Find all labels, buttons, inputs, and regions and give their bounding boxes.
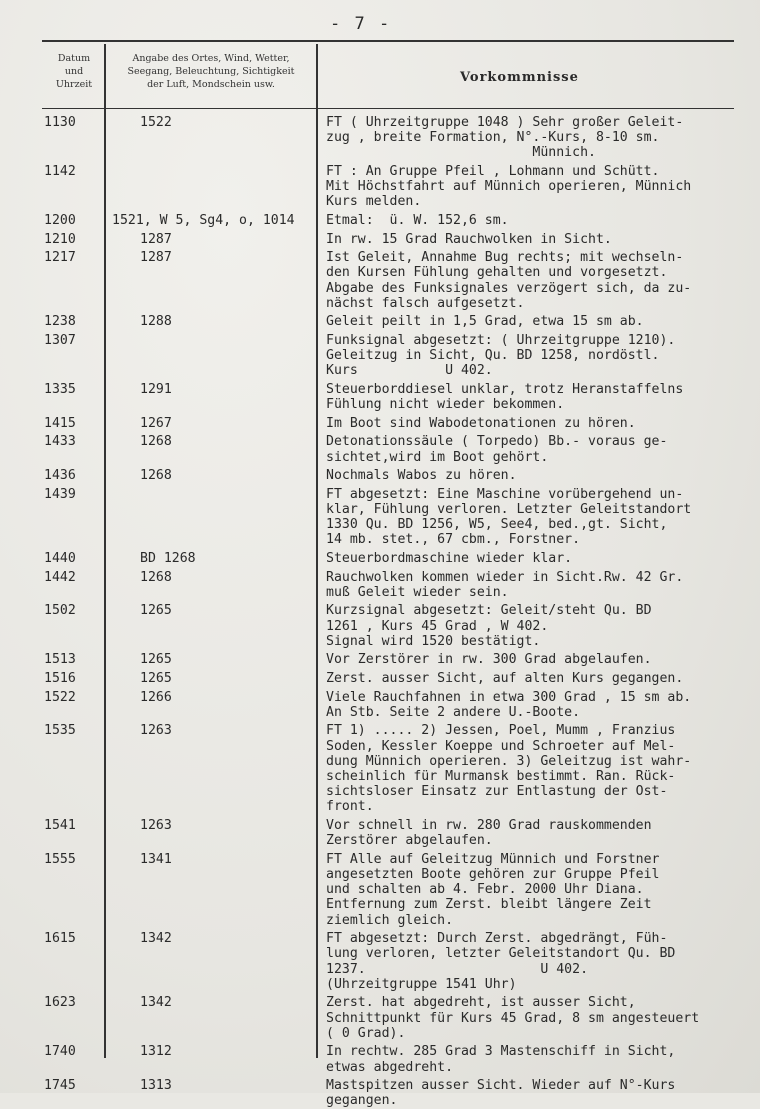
entry-text — [326, 1044, 760, 1074]
entry-text — [326, 232, 760, 247]
entry-text — [326, 333, 760, 379]
entry-text — [326, 382, 760, 412]
entry-time: 1433 — [44, 434, 76, 450]
entry-text — [326, 314, 760, 329]
entry-time: 1439 — [44, 486, 76, 502]
entry-text — [326, 931, 760, 992]
entry-text-line: ( 0 Grad). — [326, 1025, 406, 1041]
entry-text-line: Signal wird 1520 bestätigt. — [326, 633, 541, 649]
entry-text-line: Detonationssäule ( Torpedo) Bb.- voraus ge- — [326, 434, 668, 450]
entry-time: 1130 — [44, 115, 76, 130]
entry-time: 1513 — [44, 652, 76, 668]
entry-text — [326, 1078, 760, 1108]
entry-time: 1522 — [44, 689, 76, 705]
entry-text — [326, 164, 760, 210]
header-rule — [42, 108, 734, 109]
entry-text — [326, 852, 760, 928]
entry-place: 1521, W 5, Sg4, o, 1014 — [112, 213, 295, 228]
entry-text-line: nächst falsch aufgesetzt. — [326, 295, 525, 311]
entry-text-line: 1261 , Kurs 45 Grad , W 402. — [326, 618, 549, 634]
entry-text — [326, 468, 760, 483]
entry-text-line: Ist Geleit, Annahme Bug rechts; mit wechseln- — [326, 250, 684, 266]
entry-text-line: (Uhrzeitgruppe 1541 Uhr) — [326, 976, 517, 992]
header-place-line: Angabe des Ortes, Wind, Wetter, — [132, 53, 290, 64]
entry-text-line: den Kursen Fühlung gehalten und vorgesetzt. — [326, 265, 668, 281]
entry-place: 1287 — [140, 231, 172, 247]
entry-place: 1266 — [140, 689, 172, 705]
top-rule — [42, 40, 734, 42]
header-place-line: Seegang, Beleuchtung, Sichtigkeit — [127, 66, 295, 77]
header-time-line: und — [64, 66, 84, 77]
entry-text — [326, 671, 760, 686]
entry-text — [326, 434, 760, 464]
entry-text-line: etwas abgedreht. — [326, 1059, 454, 1075]
entry-place: 1265 — [140, 652, 172, 668]
entry-place: 1265 — [140, 671, 172, 686]
entry-text — [326, 487, 760, 548]
entry-time: 1436 — [44, 468, 76, 484]
header-place-line: der Luft, Mondschein usw. — [147, 79, 275, 90]
entry-text-line: FT ( Uhrzeitgruppe 1048 ) Sehr großer Geleit- — [326, 115, 684, 130]
entry-text-line: gegangen. — [326, 1093, 398, 1109]
entry-place: 1291 — [140, 382, 172, 397]
entry-text-line: Rauchwolken kommen wieder in Sicht.Rw. 42 Gr. — [326, 569, 684, 585]
entry-text-line: Viele Rauchfahnen in etwa 300 Grad , 15 sm ab. — [326, 689, 692, 705]
entry-text — [326, 115, 760, 161]
entry-text-line: Kurs melden. — [326, 194, 422, 210]
entry-text-line: Steuerborddiesel unklar, trotz Heranstaffelns — [326, 382, 684, 397]
entry-text-line: An Stb. Seite 2 andere U.-Boote. — [326, 704, 581, 720]
entry-place: 1268 — [140, 468, 172, 484]
entry-place: 1265 — [140, 603, 172, 619]
entry-place: 1312 — [140, 1044, 172, 1060]
entry-text-line: In rechtw. 285 Grad 3 Mastenschiff in Sicht, — [326, 1044, 676, 1060]
entry-text-line: Schnittpunkt für Kurs 45 Grad, 8 sm angesteuert — [326, 1010, 700, 1026]
entry-place: 1263 — [140, 723, 172, 739]
entry-text-line: lung verloren, letzter Geleitstandort Qu. BD — [326, 946, 676, 962]
entry-text-line: Zerstörer abgelaufen. — [326, 833, 493, 849]
entry-text-line: Münnich. — [326, 145, 596, 161]
entry-time: 1541 — [44, 818, 76, 833]
entry-text-line: scheinlich für Murmansk bestimmt. Ran. Rück- — [326, 769, 676, 784]
entry-time: 1442 — [44, 569, 76, 585]
entry-text — [326, 723, 760, 814]
entry-place: 1287 — [140, 250, 172, 266]
entry-text-line: Mastspitzen ausser Sicht. Wieder auf N°-Kurs — [326, 1078, 676, 1094]
entry-text-line: FT abgesetzt: Eine Maschine vorübergehend un- — [326, 486, 684, 502]
entry-text-line: Vor Zerstörer in rw. 300 Grad abgelaufen. — [326, 652, 652, 668]
entry-text-line: angesetzten Boote gehören zur Gruppe Pfeil — [326, 867, 660, 882]
entry-text-line: Kurzsignal abgesetzt: Geleit/steht Qu. BD — [326, 603, 652, 619]
entry-place: 1268 — [140, 569, 172, 585]
entry-text — [326, 652, 760, 667]
entry-text-line: FT : An Gruppe Pfeil , Lohmann und Schütt. — [326, 164, 660, 179]
entry-time: 1335 — [44, 382, 76, 397]
entry-text-line: sichtet,wird im Boot gehört. — [326, 449, 549, 465]
entry-place: BD 1268 — [140, 551, 196, 566]
entry-place: 1342 — [140, 931, 172, 947]
entry-text-line: Fühlung nicht wieder bekommen. — [326, 397, 565, 413]
entry-text — [326, 690, 760, 720]
entry-text-line: Soden, Kessler Koeppe und Schroeter auf Mel- — [326, 738, 676, 754]
entry-text-line: 1330 Qu. BD 1256, W5, See4, bed.,gt. Sicht, — [326, 517, 668, 533]
header-time-line: Uhrzeit — [55, 79, 93, 90]
entry-time: 1307 — [44, 333, 76, 348]
entry-time: 1535 — [44, 723, 76, 739]
entry-text-line: Zerst. ausser Sicht, auf alten Kurs gegangen. — [326, 671, 684, 686]
entry-text-line: Etmal: ü. W. 152,6 sm. — [326, 213, 509, 228]
entry-text — [326, 603, 760, 649]
entry-text-line: Zerst. hat abgedreht, ist ausser Sicht, — [326, 995, 636, 1011]
entry-text-line: Kurs U 402. — [326, 363, 493, 379]
entry-time: 1740 — [44, 1044, 76, 1060]
entry-time: 1623 — [44, 995, 76, 1011]
entry-place: 1288 — [140, 314, 172, 330]
entry-text-line: Funksignal abgesetzt: ( Uhrzeitgruppe 1210). — [326, 333, 676, 348]
entry-text-line: zug , breite Formation, N°.-Kurs, 8-10 sm. — [326, 130, 660, 146]
header-time — [44, 52, 104, 91]
entry-place: 1522 — [140, 115, 172, 130]
entry-text — [326, 213, 760, 228]
entry-text-line: Nochmals Wabos zu hören. — [326, 468, 517, 484]
entry-text — [326, 570, 760, 600]
entry-time: 1415 — [44, 415, 76, 431]
entry-text-line: 1237. U 402. — [326, 961, 589, 977]
entry-place: 1342 — [140, 995, 172, 1011]
entry-time: 1238 — [44, 314, 76, 330]
entry-place: 1268 — [140, 434, 172, 450]
entry-text-line: 14 mb. stet., 67 cbm., Forstner. — [326, 532, 581, 548]
entry-time: 1210 — [44, 231, 76, 247]
entry-text-line: FT abgesetzt: Durch Zerst. abgedrängt, Füh- — [326, 931, 668, 947]
entry-text-line: Vor schnell in rw. 280 Grad rauskommenden — [326, 818, 652, 833]
header-time-line: Datum — [57, 53, 91, 64]
entry-text — [326, 416, 760, 431]
entry-time: 1615 — [44, 931, 76, 947]
entry-text-line: Im Boot sind Wabodetonationen zu hören. — [326, 415, 636, 431]
entry-text — [326, 250, 760, 311]
entry-time: 1745 — [44, 1078, 76, 1094]
column-divider-1 — [104, 44, 106, 1058]
entry-text-line: FT Alle auf Geleitzug Münnich und Forstner — [326, 851, 660, 867]
entry-place: 1263 — [140, 818, 172, 833]
entry-place: 1313 — [140, 1078, 172, 1094]
entry-text-line: Steuerbordmaschine wieder klar. — [326, 551, 573, 566]
entry-time: 1502 — [44, 603, 76, 619]
entry-text-line: In rw. 15 Grad Rauchwolken in Sicht. — [326, 231, 612, 247]
entry-text-line: Geleitzug in Sicht, Qu. BD 1258, nordöstl. — [326, 348, 660, 364]
entry-text-line: muß Geleit wieder sein. — [326, 584, 509, 600]
entry-text-line: ziemlich gleich. — [326, 912, 454, 928]
entry-text — [326, 551, 760, 566]
entry-time: 1200 — [44, 213, 76, 228]
entry-time: 1142 — [44, 164, 76, 179]
entry-text-line: FT 1) ..... 2) Jessen, Poel, Mumm , Franzius — [326, 723, 676, 739]
entry-text-line: front. — [326, 799, 374, 815]
entry-time: 1217 — [44, 250, 76, 266]
entry-text-line: klar, Fühlung verloren. Letzter Geleitstandort — [326, 502, 692, 517]
entry-time: 1516 — [44, 671, 76, 686]
entry-time: 1440 — [44, 551, 76, 566]
entry-text-line: und schalten ab 4. Febr. 2000 Uhr Diana. — [326, 882, 644, 898]
entry-place: 1267 — [140, 415, 172, 431]
header-place — [106, 52, 316, 91]
entry-text-line: Mit Höchstfahrt auf Münnich operieren, Münnich — [326, 179, 692, 195]
entry-text-line: Geleit peilt in 1,5 Grad, etwa 15 sm ab. — [326, 314, 644, 330]
entry-text-line: dung Münnich operieren. 3) Geleitzug ist wahr- — [326, 753, 692, 769]
entry-text-line: sichtsloser Einsatz zur Entlastung der Ost- — [326, 784, 668, 800]
entry-text — [326, 995, 760, 1041]
header-events: Vorkommnisse — [460, 70, 579, 85]
entry-text-line: Abgabe des Funksignales verzögert sich, da zu- — [326, 280, 692, 296]
entry-text-line: Entfernung zum Zerst. bleibt längere Zeit — [326, 897, 652, 913]
entry-place: 1341 — [140, 851, 172, 867]
entry-text — [326, 818, 760, 848]
entry-time: 1555 — [44, 851, 76, 867]
page-number: - 7 - — [330, 14, 392, 34]
